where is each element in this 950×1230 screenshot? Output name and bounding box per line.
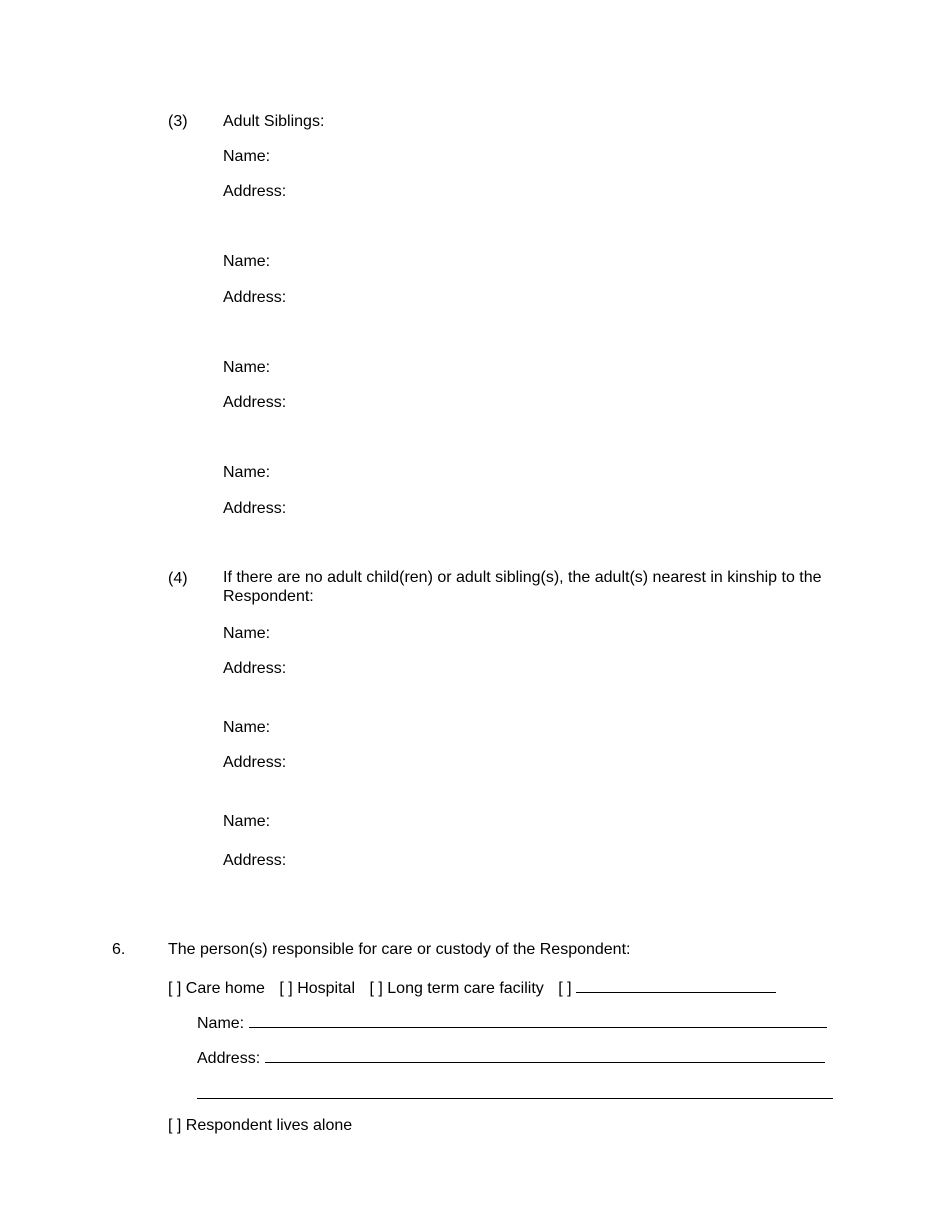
section4-number: (4): [168, 570, 188, 587]
lives-alone-row: [168, 1118, 352, 1134]
long-term-care-label: Long term care facility: [387, 980, 544, 997]
custodian-name-label: Name:: [197, 1015, 245, 1032]
kin2-address-label: Address:: [223, 754, 287, 771]
lives-alone-label: Respondent lives alone: [185, 1117, 353, 1134]
kin1-name-label: Name:: [223, 625, 271, 642]
care-home-label: Care home: [185, 980, 265, 997]
kin3-name-label: Name:: [223, 813, 271, 830]
sibling2-name-label: Name:: [223, 253, 271, 270]
hospital-checkbox[interactable]: [ ]: [279, 980, 293, 997]
sibling2-address-label: Address:: [223, 289, 287, 306]
sibling1-name-label: Name:: [223, 148, 271, 165]
hospital-label: Hospital: [297, 980, 356, 997]
item6-heading: The person(s) responsible for care or custody of the Respondent:: [168, 941, 631, 958]
section3-number: (3): [168, 113, 188, 130]
other-checkbox[interactable]: [ ]: [558, 980, 572, 997]
custodian-address-row: [197, 1048, 825, 1067]
care-home-checkbox[interactable]: [ ]: [168, 980, 182, 997]
lives-alone-checkbox[interactable]: [ ]: [168, 1117, 182, 1134]
sibling3-address-label: Address:: [223, 394, 287, 411]
kin2-name-label: Name:: [223, 719, 271, 736]
custodian-address-line-2[interactable]: [197, 1084, 833, 1099]
custodian-address-line[interactable]: [265, 1048, 825, 1063]
sibling4-address-label: Address:: [223, 500, 287, 517]
sibling1-address-label: Address:: [223, 183, 287, 200]
long-term-care-checkbox[interactable]: [ ]: [369, 980, 383, 997]
custodian-address-label: Address:: [197, 1050, 261, 1067]
kin3-address-label: Address:: [223, 852, 287, 869]
kin1-address-label: Address:: [223, 660, 287, 677]
custodian-name-line[interactable]: [249, 1013, 827, 1028]
sibling4-name-label: Name:: [223, 464, 271, 481]
item6-number: 6.: [112, 941, 126, 958]
section4-heading: If there are no adult child(ren) or adult sibling(s), the adult(s) nearest in kinship to the Respondent:: [223, 569, 822, 605]
section3-heading: Adult Siblings:: [223, 113, 325, 130]
sibling3-name-label: Name:: [223, 359, 271, 376]
other-facility-line[interactable]: [576, 978, 776, 993]
custodian-name-row: [197, 1013, 827, 1032]
care-type-row: [168, 978, 776, 997]
